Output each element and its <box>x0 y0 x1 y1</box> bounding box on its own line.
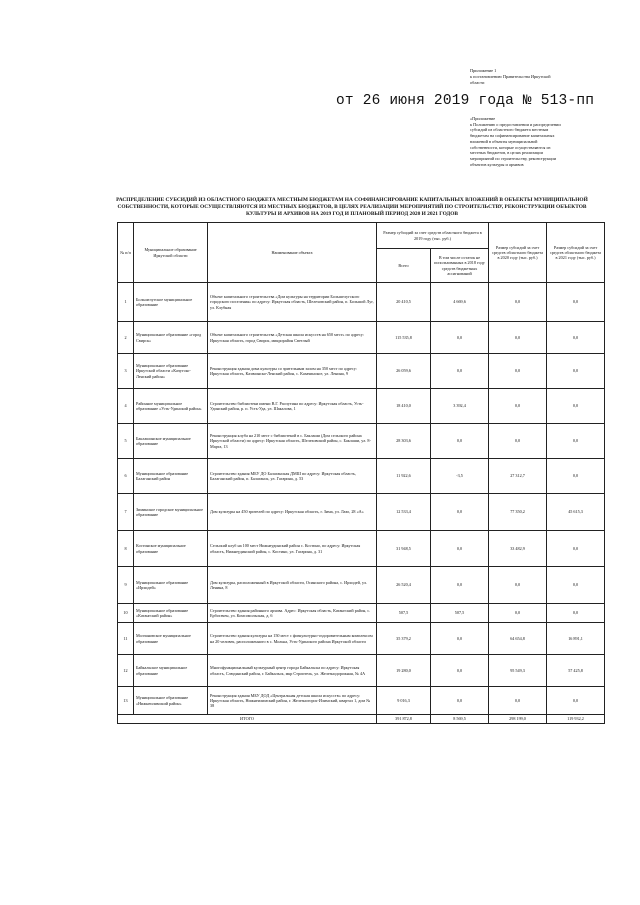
row-municipality: Молчановское муниципальное образование <box>134 623 208 655</box>
row-2021: 45 615,3 <box>547 494 605 531</box>
table-row <box>118 655 605 687</box>
row-municipality: Муниципальное образование «город Свирск» <box>134 322 208 354</box>
title-line: СОБСТВЕННОСТИ, КОТОРЫЕ ОСУЩЕСТВЛЯЮТСЯ ИЗ МЕСТНЫХ БЮДЖЕТОВ, В ЦЕЛЯХ РЕАЛИЗАЦИИ МЕРОПРИЯТИЙ ПО СТРОИТЕЛЬСТВУ, РЕКОНСТРУКЦИИ ОБЪЕКТОВ <box>117 204 587 210</box>
row-municipality: Большелугское муниципальное образование <box>134 283 208 322</box>
row-2021: 0,0 <box>547 283 605 322</box>
row-object: Реконструкция клуба на 210 мест с библиотекой в с. Баклаши (Дом сельского района Иркутской области) по адресу: Иркутская область, Шелеховский район, с. Баклаши, ул. 8-Марта, 13 <box>208 424 377 459</box>
row-incl-2018: 0,0 <box>431 494 489 531</box>
row-municipality: Костинское муниципальное образование <box>134 531 208 567</box>
regulation-line: вложений в объекты муниципальной <box>470 138 538 144</box>
row-2020: 0,0 <box>489 354 547 389</box>
row-municipality: Муниципальное образование Иркутской области «Качугско-Ленский район» <box>134 354 208 389</box>
row-total-2019: 18 410,0 <box>377 389 431 424</box>
title-line: КУЛЬТУРЫ И АРХИВОВ НА 2019 ГОД И ПЛАНОВЫЙ ПЕРИОД 2020 И 2021 ГОДОВ <box>245 211 459 217</box>
row-object: Дом культуры на 450 зрителей по адресу: Иркутская область, г. Зима, ул. Лазо, 28 «А» <box>208 494 377 531</box>
row-object: Строительство библиотеки имени В.Г. Распутина по адресу: Иркутская область, Усть-Удинский район, р. п. Усть-Уда, ул. Шакалова, 1 <box>208 389 377 424</box>
regulation-line: собственности, которые осуществляются из <box>470 144 551 150</box>
header-2020: Размер субсидий за счет средств областного бюджета в 2020 году (тыс. руб.) <box>489 223 547 283</box>
row-number: 3 <box>118 354 134 389</box>
header-2019: Размер субсидий за счет средств областного бюджета в 2019 году (тыс. руб.) <box>377 223 489 249</box>
row-total-2019: 26 059,6 <box>377 354 431 389</box>
table-row <box>118 494 605 531</box>
row-object: Сельский клуб на 100 мест Нижнеудинский район с. Костино, по адресу: Иркутская область, Нижнеудинский район, с. Костино, ул. Гагарина, д. 31 <box>208 531 377 567</box>
row-total-2019: 11 922,6 <box>377 459 431 494</box>
row-municipality: Байкальское муниципальное образование <box>134 655 208 687</box>
row-incl-2018: 0,0 <box>431 322 489 354</box>
row-2020: 0,0 <box>489 322 547 354</box>
row-municipality: Районное муниципальное образование «Усть-Удинский район» <box>134 389 208 424</box>
row-2020: 64 654,8 <box>489 623 547 655</box>
row-total-2019: 507,5 <box>377 604 431 623</box>
row-total-2019: 19 280,0 <box>377 655 431 687</box>
table-row <box>118 604 605 623</box>
row-number: 5 <box>118 424 134 459</box>
row-total-2019: 20 410,5 <box>377 283 431 322</box>
row-2021: 0,0 <box>547 687 605 715</box>
date-number-stamp: от 26 июня 2019 года № 513-пп <box>336 93 595 109</box>
regulation-line: местных бюджетов, в целях реализации <box>470 150 543 156</box>
row-incl-2018: 4 669,6 <box>431 283 489 322</box>
table-row <box>118 424 605 459</box>
row-2020: 95 549,3 <box>489 655 547 687</box>
row-2020: 0,0 <box>489 389 547 424</box>
row-2020: 77 350,2 <box>489 494 547 531</box>
row-object: Реконструкция здания дома культуры со зрительным залом на 350 мест по адресу: Иркутская область, Казачинско-Ленский район, с. Казачинское, ул. Ленина, 9 <box>208 354 377 389</box>
appendix-line: области <box>470 80 485 85</box>
document-title <box>92 197 612 218</box>
regulation-line: к Положению о предоставлении и распределении <box>470 121 561 127</box>
row-incl-2018: 3 392,4 <box>431 389 489 424</box>
total-label: ИТОГО <box>118 715 377 724</box>
row-number: 9 <box>118 567 134 604</box>
row-2021: 16 891,1 <box>547 623 605 655</box>
row-2021: 0,0 <box>547 567 605 604</box>
regulation-line: мероприятий по строительству, реконструкции <box>470 155 557 161</box>
header-total: Всего <box>377 249 431 283</box>
row-total-2019: 28 303,6 <box>377 424 431 459</box>
row-number: 8 <box>118 531 134 567</box>
row-2021: 0,0 <box>547 604 605 623</box>
table-body <box>118 283 605 724</box>
row-2021: 0,0 <box>547 459 605 494</box>
row-total-2019: 12 533,4 <box>377 494 431 531</box>
table-row <box>118 687 605 715</box>
row-number: 6 <box>118 459 134 494</box>
table-row <box>118 459 605 494</box>
row-2020: 0,0 <box>489 283 547 322</box>
row-2021: 0,0 <box>547 354 605 389</box>
row-municipality: Муниципальное образование Балаганский район <box>134 459 208 494</box>
row-municipality: Зиминское городское муниципальное образование <box>134 494 208 531</box>
row-number: 4 <box>118 389 134 424</box>
regulation-line: объектов культуры и архивов <box>470 161 524 167</box>
header-incl: В том числе остаток не использованных в 2018 году средств бюджетных ассигнований <box>431 249 489 283</box>
table-row <box>118 623 605 655</box>
row-2020: 33 482,9 <box>489 531 547 567</box>
row-incl-2018: 0,0 <box>431 655 489 687</box>
row-incl-2018: 0,0 <box>431 531 489 567</box>
row-number: 12 <box>118 655 134 687</box>
row-incl-2018: 0,0 <box>431 623 489 655</box>
row-incl-2018: 0,0 <box>431 354 489 389</box>
row-object: Объект капитального строительства «Дом культуры на территории Большелугского городского поселения» по адресу: Иркутская область, Шелеховский район, п. Большой Луг, ул. Клубная <box>208 283 377 322</box>
row-2020: 0,0 <box>489 604 547 623</box>
row-municipality: Муниципальное образование «Нижнеилимский район» <box>134 687 208 715</box>
row-number: 1 <box>118 283 134 322</box>
table-row <box>118 322 605 354</box>
row-2020: 0,0 <box>489 567 547 604</box>
row-number: 10 <box>118 604 134 623</box>
appendix-note <box>470 68 620 86</box>
row-incl-2018: 0,0 <box>431 687 489 715</box>
row-2021: 0,0 <box>547 322 605 354</box>
appendix-line: Приложение 1 <box>470 68 497 73</box>
table-row <box>118 531 605 567</box>
row-number: 7 <box>118 494 134 531</box>
row-2020: 0,0 <box>489 687 547 715</box>
appendix-line: к постановлению Правительства Иркутской <box>470 74 551 79</box>
table-row <box>118 567 605 604</box>
row-object: Строительство здания районного архива. Адрес: Иркутская область, Катангский район, с. Ербогачен, ул. Комсомольская, д. 6 <box>208 604 377 623</box>
table-row <box>118 354 605 389</box>
row-total-2019: 31 948,5 <box>377 531 431 567</box>
row-object: Строительство здания культуры на 150 мест с физкультурно-оздоровительным комплексом на 20 человек, расположенного в с. Молька, Усть-Удинского района Иркутской области <box>208 623 377 655</box>
total-y2021: 119 932,2 <box>547 715 605 724</box>
total-y2020: 298 199,0 <box>489 715 547 724</box>
row-incl-2018: 507,5 <box>431 604 489 623</box>
row-2021: 57 425,8 <box>547 655 605 687</box>
row-municipality: Муниципальное образование «Ирхидей» <box>134 567 208 604</box>
row-2020: 27 312,7 <box>489 459 547 494</box>
header-object: Наименование объекта <box>208 223 377 283</box>
regulation-line: субсидий из областного бюджета местным <box>470 127 549 133</box>
row-2021: 0,0 <box>547 424 605 459</box>
header-mo: Муниципальное образование Иркутской области <box>134 223 208 283</box>
row-object: Реконструкция здания МБУ ДОД «Центральная детская школа искусств» по адресу: Иркутская область, Нижнеилимский район, г. Железногорск-Илимский, квартал 1, дом № 38 <box>208 687 377 715</box>
row-object: Строительство здания МБУ ДО Балаганская ДМШ по адресу: Иркутская область, Балаганский район, п. Балаганск, ул. Гагарина, д. 53 <box>208 459 377 494</box>
header-num: № п/п <box>118 223 134 283</box>
total-row <box>118 715 605 724</box>
subsidy-table <box>117 222 605 724</box>
row-object: Объект капитального строительства «Детская школа искусств на 650 мест» по адресу: Иркутская область, город Свирск, микрорайон Светлый <box>208 322 377 354</box>
table-row <box>118 389 605 424</box>
row-number: 11 <box>118 623 134 655</box>
row-incl-2018: 0,0 <box>431 567 489 604</box>
row-incl-2018: 0,0 <box>431 424 489 459</box>
row-2021: 0,0 <box>547 531 605 567</box>
table-row <box>118 283 605 322</box>
row-number: 13 <box>118 687 134 715</box>
row-2021: 0,0 <box>547 389 605 424</box>
row-total-2019: 26 520,4 <box>377 567 431 604</box>
header-2021: Размер субсидий за счет средств областного бюджета в 2021 году (тыс. руб.) <box>547 223 605 283</box>
row-object: Дом культуры, расположенный в Иркутской области, Осинского района, с. Ирхидей, ул. Ленина, 8 <box>208 567 377 604</box>
row-2020: 0,0 <box>489 424 547 459</box>
row-incl-2018: -3,5 <box>431 459 489 494</box>
total-total: 391 872,8 <box>377 715 431 724</box>
row-total-2019: 9 016,3 <box>377 687 431 715</box>
regulation-note <box>470 116 620 167</box>
regulation-line: «Приложение <box>470 116 496 121</box>
row-total-2019: 35 379,2 <box>377 623 431 655</box>
row-number: 2 <box>118 322 134 354</box>
row-total-2019: 115 535,8 <box>377 322 431 354</box>
regulation-line: бюджетам на софинансирование капитальных <box>470 133 555 139</box>
row-object: Многофункциональный культурный центр города Байкальска по адресу: Иркутская область, Слюдянский район, г. Байкальск, мкр Строитель, ул. Железнодорожная, № 4А <box>208 655 377 687</box>
row-municipality: Муниципальное образование «Катангский район» <box>134 604 208 623</box>
total-incl: 8 569,5 <box>431 715 489 724</box>
title-line: РАСПРЕДЕЛЕНИЕ СУБСИДИЙ ИЗ ОБЛАСТНОГО БЮДЖЕТА МЕСТНЫМ БЮДЖЕТАМ НА СОФИНАНСИРОВАНИЕ КАПИТАЛЬНЫХ ВЛОЖЕНИЙ В ОБЪЕКТЫ МУНИЦИПАЛЬНОЙ <box>116 197 588 203</box>
row-municipality: Баклашинское муниципальное образование <box>134 424 208 459</box>
